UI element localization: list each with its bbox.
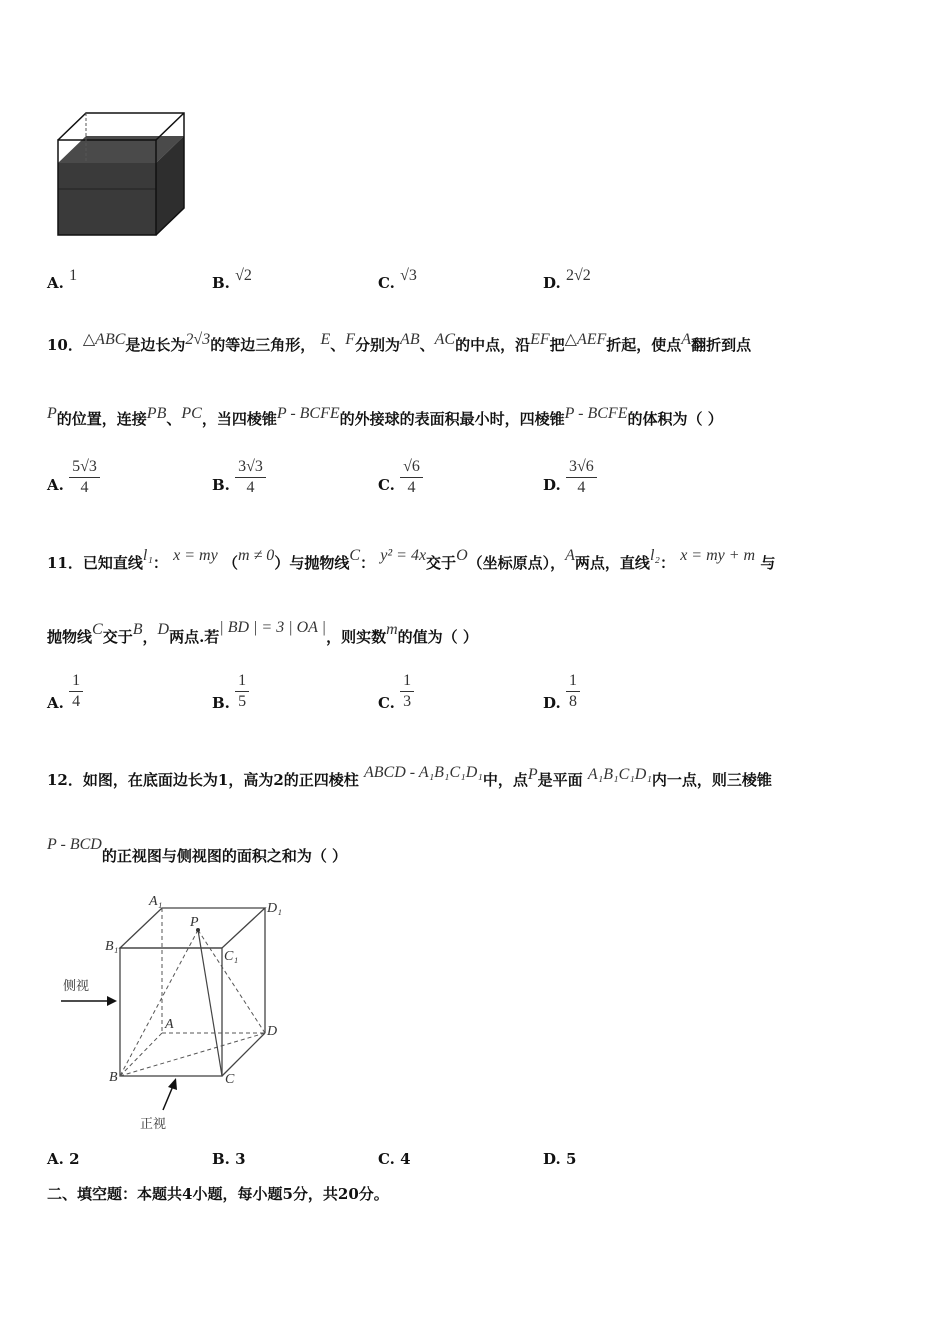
q11-option-d[interactable]: D. $\frac{1}{8}$ — [543, 672, 580, 711]
label-c1: C₁ — [224, 949, 239, 964]
prism-front-face — [120, 948, 222, 1076]
q12-option-c[interactable]: C. 4 — [378, 1150, 411, 1168]
front-view-label: 正视 — [140, 1117, 167, 1132]
q11-line2: 抛物线C交于B，D两点.若| BD | = 3 | OA |，则实数m的值为（ ） — [47, 619, 478, 646]
pyramid-edge-pc — [198, 930, 222, 1076]
front-view-arrow-line — [163, 1086, 173, 1110]
q10-line1: 10．△ABC是边长为2√3的等边三角形， E、F分别为AB、AC的中点，沿EF把△AEF折起，使点A翻折到点 — [47, 331, 752, 354]
label-d1: D₁ — [267, 901, 282, 916]
q9-option-d[interactable]: D. 2√2 — [543, 267, 591, 292]
q9-option-c[interactable]: C. √3 — [378, 267, 417, 292]
q11-line1: 11．已知直线l₁： x = my （m ≠ 0）与抛物线C： y² = 4x交于O（坐标原点），A两点，直线l₂： x = my + m 与 — [47, 547, 776, 572]
q11-option-a[interactable]: A. $\frac{1}{4}$ — [47, 672, 83, 711]
q12-option-a[interactable]: A. 2 — [47, 1150, 80, 1168]
label-a1: A₁ — [149, 894, 163, 909]
q9-option-a[interactable]: A. 1 — [47, 267, 78, 292]
section2-heading: 二、填空题：本题共4小题，每小题5分，共20分。 — [47, 1185, 389, 1203]
box-right-top-edge — [156, 113, 184, 140]
label-c: C — [225, 1072, 235, 1087]
q11-option-c[interactable]: C. $\frac{1}{3}$ — [378, 672, 414, 711]
label-b1: B₁ — [105, 939, 119, 954]
side-view-arrowhead — [107, 996, 117, 1006]
prism-figure — [55, 888, 295, 1138]
pyramid-edge-pd — [198, 930, 265, 1033]
q12-line2: P - BCD的正视图与侧视图的面积之和为（ ） — [47, 836, 348, 865]
pyramid-edge-pb — [120, 930, 198, 1076]
q10-option-d[interactable]: D. $\frac{3√6}{4}$ — [543, 458, 597, 497]
q12-line1: 12．如图，在底面边长为1，高为2的正四棱柱 ABCD - A₁B₁C₁D₁中，点P是平面 A₁B₁C₁D₁内一点，则三棱锥 — [47, 764, 772, 789]
q10-line2: P的位置，连接PB、PC，当四棱锥P - BCFE的外接球的表面积最小时，四棱锥P - BCFE的体积为（ ） — [47, 405, 723, 428]
water-front-face — [58, 163, 156, 235]
q12-option-b[interactable]: B. 3 — [212, 1150, 246, 1168]
label-a: A — [165, 1017, 174, 1032]
front-view-arrowhead — [168, 1078, 177, 1090]
side-view-label: 侧视 — [63, 979, 90, 994]
q9-option-b[interactable]: B. √2 — [212, 267, 252, 292]
label-d: D — [267, 1024, 278, 1039]
q10-option-c[interactable]: C. $\frac{√6}{4}$ — [378, 458, 423, 497]
q10-option-a[interactable]: A. $\frac{5√3}{4}$ — [47, 458, 100, 497]
label-b: B — [109, 1070, 118, 1085]
water-container-figure — [50, 108, 190, 240]
q12-option-d[interactable]: D. 5 — [543, 1150, 577, 1168]
q11-option-b[interactable]: B. $\frac{1}{5}$ — [212, 672, 249, 711]
label-p: P — [190, 915, 199, 930]
q10-option-b[interactable]: B. $\frac{3√3}{4}$ — [212, 458, 266, 497]
